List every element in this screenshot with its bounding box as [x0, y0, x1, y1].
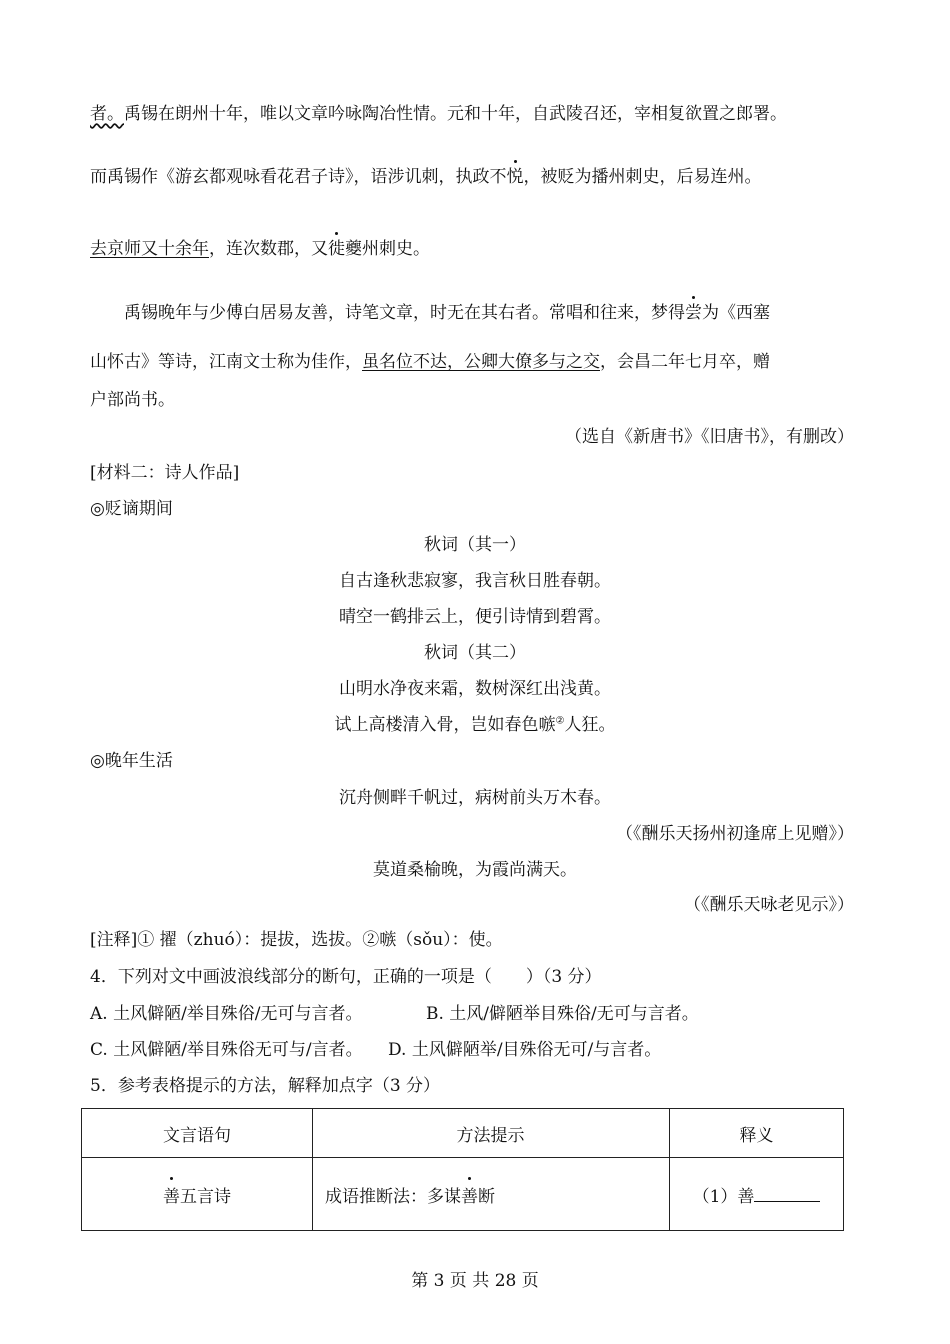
poem-text: 人狂。: [564, 715, 616, 735]
q4-option-b: B. 土风/僻陋举目殊俗/无可与言者。: [426, 1004, 699, 1024]
poem2-line-2: [0, 713, 950, 737]
cell-text: 断: [478, 1186, 495, 1207]
poem1-title: 秋词（其一）: [424, 535, 526, 555]
bio-text: 而禹锡作《游玄都观咏看花君子诗》，语涉讥刺，执政不: [90, 167, 507, 187]
q4-stem: 4．下列对文中画波浪线部分的断句，正确的一项是（ ）（3 分）: [90, 967, 602, 987]
table-row: [82, 1158, 844, 1231]
bio-text: 夔州刺史。: [345, 239, 430, 259]
q5-table: [81, 1108, 844, 1231]
annotation-note: [注释]① 擢（zhuó）：提拔，选拔。②嗾（sǒu）：使。: [90, 930, 503, 950]
bio-line-3: [90, 237, 430, 261]
q4-option-a: A. 土风僻陋/举目殊俗/无可与言者。: [90, 1004, 363, 1024]
bio-line-5: [90, 350, 770, 374]
late-poem-line-1: 沉舟侧畔千帆过，病树前头万木春。: [339, 788, 611, 808]
sentence-cell: [82, 1158, 313, 1231]
cell-text: 成语推断法：多谋: [325, 1186, 461, 1207]
bio-line-6: 户部尚书。: [90, 390, 175, 410]
late-poem-line-2: 莫道桑榆晚，为霞尚满天。: [373, 860, 577, 880]
cell-text: 五言诗: [180, 1186, 231, 1207]
dotted-char: 善: [461, 1182, 478, 1207]
header-cell: 方法提示: [313, 1109, 670, 1158]
method-cell: [313, 1158, 670, 1231]
answer-blank[interactable]: [754, 1185, 820, 1202]
underlined-sentence: 虽名位不达，公卿大僚多与之交: [362, 352, 600, 372]
bio-text: 禹锡晚年与少傅白居易友善，诗笔文章，时无在其右者。常唱和往来，梦得: [124, 303, 685, 323]
q4-option-c: C. 土风僻陋/举目殊俗无可与/言者。: [90, 1040, 363, 1060]
q5-stem: 5．参考表格提示的方法，解释加点字（3 分）: [90, 1076, 441, 1096]
meaning-cell: [670, 1158, 844, 1231]
bio-line-2: [90, 165, 762, 189]
header-cell: 释义: [670, 1109, 844, 1158]
header-cell: 文言语句: [82, 1109, 313, 1158]
bio-text: 禹锡在朗州十年，唯以文章吟咏陶冶性情。元和十年，自武陵召还，宰相复欲置之郎署。: [124, 104, 787, 124]
poem2-title: 秋词（其二）: [424, 643, 526, 663]
footnote-mark: ②: [555, 715, 565, 727]
underlined-sentence: 去京师又十余年: [90, 239, 209, 259]
bio-text: 为《西塞: [702, 303, 770, 323]
late-poem-source-2: （《酬乐天咏老见示》）: [684, 895, 854, 915]
poem1-line-1: 自古逢秋悲寂寥，我言秋日胜春朝。: [339, 571, 611, 591]
dotted-char: 尝: [685, 303, 702, 323]
bio-line-1: [90, 102, 787, 126]
bio-source: （选自《新唐书》《旧唐书》，有删改）: [565, 427, 854, 447]
section-late-life: ◎晚年生活: [90, 751, 173, 771]
bio-text: ，被贬为播州刺史，后易连州。: [523, 167, 762, 187]
late-poem-source-1: （《酬乐天扬州初逢席上见赠》）: [616, 824, 854, 844]
bio-text: 山怀古》等诗，江南文士称为佳作，: [90, 352, 362, 372]
poem2-line-1: 山明水净夜来霜，数树深红出浅黄。: [339, 679, 611, 699]
poem-text: 试上高楼清入骨，岂如春色嗾: [334, 715, 556, 735]
material2-heading: [材料二：诗人作品]: [90, 463, 240, 483]
q4-option-d: D. 土风僻陋举/目殊俗无可/与言者。: [388, 1040, 662, 1060]
bio-text: ，连次数郡，又: [209, 239, 328, 259]
dotted-char: 善: [163, 1182, 180, 1207]
dotted-char: 徙: [328, 239, 345, 259]
table-header-row: [82, 1109, 844, 1158]
wavy-fragment: 者。: [90, 104, 124, 124]
bio-line-4: [124, 301, 770, 325]
bio-text: ，会昌二年七月卒，赠: [600, 352, 770, 372]
section-exile: ◎贬谪期间: [90, 499, 173, 519]
dotted-char: 悦: [506, 167, 524, 187]
poem1-line-2: 晴空一鹤排云上，便引诗情到碧霄。: [339, 607, 611, 627]
cell-text: （1）善: [692, 1186, 755, 1207]
page-footer: 第 3 页 共 28 页: [411, 1271, 539, 1291]
